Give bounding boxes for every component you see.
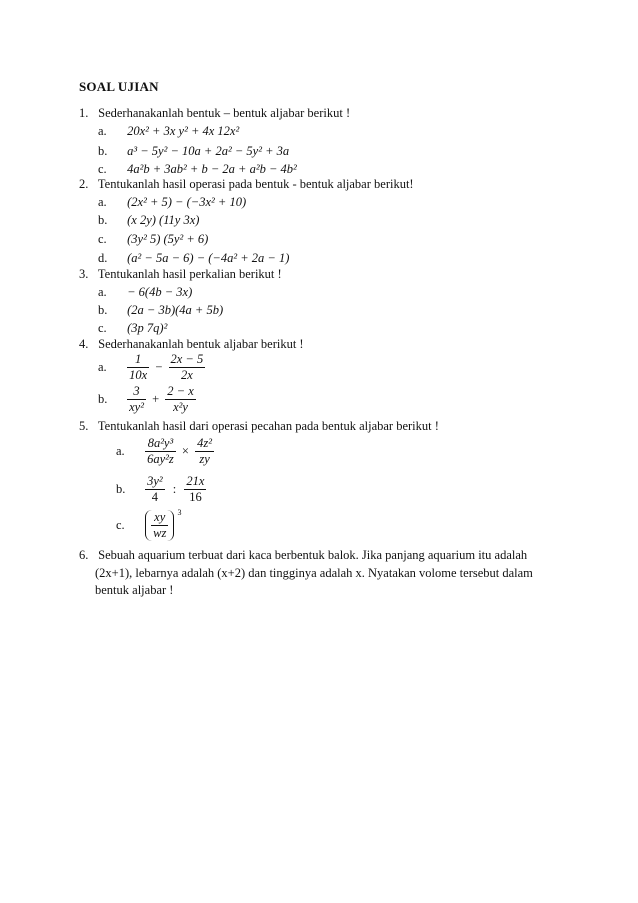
item-5a [116,436,214,467]
fraction [169,352,206,383]
operator: : [172,482,177,496]
item-expression: 20x² + 3x y² + 4x 12x² [127,124,240,138]
item-expression: (x 2y) (11y 3x) [127,213,200,227]
question-6-continuation [95,565,565,599]
question-2 [79,177,414,192]
item-1a [98,124,239,139]
question-number: 5. [79,419,89,433]
parenthesized-fraction [145,510,174,541]
numerator: 4z² [197,436,212,450]
item-label: b. [116,482,126,496]
operator: × [181,444,189,458]
fraction [145,474,165,505]
question-5 [79,419,439,434]
item-3a [98,285,192,300]
operator: + [152,392,160,406]
item-label: c. [98,162,107,176]
item-expression: 4a²b + 3ab² + b − 2a + a²b − 4b² [127,162,297,176]
item-expression: a³ − 5y² − 10a + 2a² − 5y² + 3a [127,144,290,158]
denominator: wz [153,526,167,540]
fraction [151,510,168,541]
item-expression: (3y² 5) (5y² + 6) [127,232,209,246]
numerator: 3 [133,384,140,398]
fraction [195,436,214,467]
item-1b [98,144,289,159]
question-number: 6. [79,548,89,562]
item-label: a. [98,285,107,299]
item-expression: (2x² + 5) − (−3x² + 10) [127,195,247,209]
fraction [127,352,149,383]
numerator: 2 − x [167,384,194,398]
denominator: 6ay²z [147,452,174,466]
numerator: 2x − 5 [170,352,204,366]
item-label: d. [98,251,108,265]
numerator: 3y² [147,474,163,488]
denominator: zy [195,451,214,467]
denominator: xy² [129,400,144,414]
item-expression: (a² − 5a − 6) − (−4a² + 2a − 1) [127,251,290,265]
fraction [145,436,176,467]
item-label: b. [98,303,108,317]
question-text: Sederhanakanlah bentuk – bentuk aljabar berikut ! [98,106,351,120]
denominator: x²y [165,399,195,415]
numerator: 8a²y³ [147,436,174,450]
item-2a [98,195,246,210]
numerator: 1 [135,352,142,366]
item-4b [98,384,196,415]
item-label: c. [98,232,107,246]
item-label: b. [98,392,108,406]
fraction [184,474,206,505]
denominator: 16 [184,489,206,505]
item-5b [116,474,206,505]
question-number: 4. [79,337,89,351]
question-text: Sederhanakanlah bentuk aljabar berikut ! [98,337,304,351]
question-4 [79,337,304,352]
fraction [127,384,146,415]
numerator: 21x [186,474,205,488]
item-label: a. [116,444,125,458]
item-1c [98,162,297,177]
question-number: 2. [79,177,89,191]
item-2d [98,251,289,266]
item-label: c. [116,518,125,532]
item-label: b. [98,213,108,227]
question-text-line-1: Sebuah aquarium terbuat dari kaca berbentuk balok. Jika panjang aquarium itu adalah [98,548,528,562]
item-expression: − 6(4b − 3x) [127,285,193,299]
item-expression: (3p 7q)² [127,321,168,335]
fraction [165,384,195,415]
item-3c [98,321,167,336]
operator: − [155,360,163,374]
item-label: b. [98,144,108,158]
question-text-line-3: bentuk aljabar ! [95,583,174,597]
question-text: Tentukanlah hasil perkalian berikut ! [97,267,282,281]
item-2c [98,232,208,247]
item-3b [98,303,223,318]
denominator: 4 [145,489,165,505]
question-6 [79,548,527,563]
question-number: 1. [79,106,89,120]
item-label: a. [98,195,107,209]
item-5c [116,510,181,541]
item-label: c. [98,321,107,335]
item-label: a. [98,360,107,374]
question-number: 3. [79,267,89,281]
question-text: Tentukanlah hasil operasi pada bentuk - bentuk aljabar berikut! [97,177,414,191]
question-text: Tentukanlah hasil dari operasi pecahan pada bentuk aljabar berikut ! [97,419,439,433]
page-title: SOAL UJIAN [79,79,159,94]
item-4a [98,352,205,383]
item-2b [98,213,199,228]
denominator: 2x [169,367,206,383]
item-expression: (2a − 3b)(4a + 5b) [127,303,224,317]
question-1 [79,106,350,121]
denominator: 10x [129,368,148,382]
question-text-line-2: (2x+1), lebarnya adalah (x+2) dan tingginya adalah x. Nyatakan volome tersebut dalam [95,566,533,580]
question-3 [79,267,282,282]
item-label: a. [98,124,107,138]
numerator: xy [154,510,166,524]
exponent: 3 [177,508,182,517]
